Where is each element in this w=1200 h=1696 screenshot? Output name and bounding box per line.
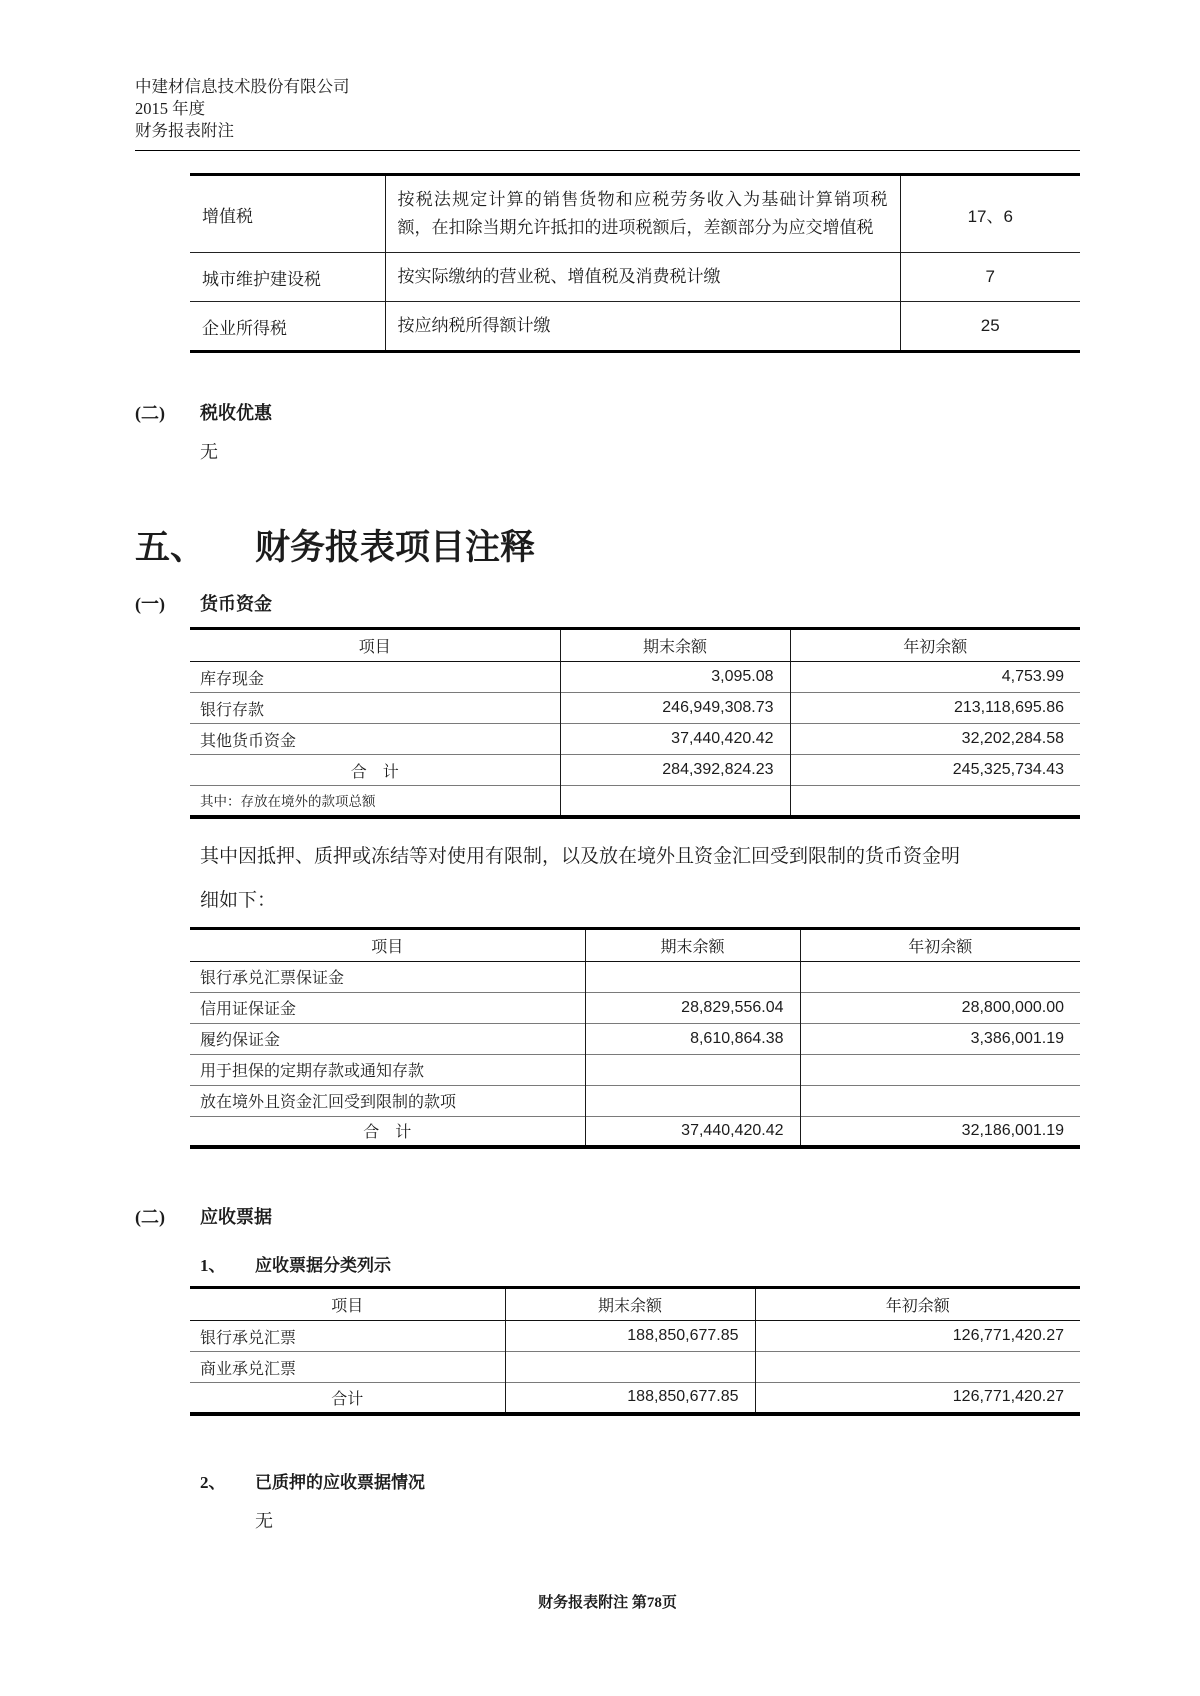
col-header-beginning: 年初余额 <box>755 1288 1080 1321</box>
tax-rate-cell: 25 <box>900 302 1080 352</box>
cell-ending: 3,095.08 <box>560 662 790 693</box>
section-number: (二) <box>135 1207 165 1227</box>
cell-beginning: 213,118,695.86 <box>790 693 1080 724</box>
cell-beginning: 28,800,000.00 <box>800 992 1080 1023</box>
col-header-item: 项目 <box>190 928 585 961</box>
subsection-notes-classification <box>200 1254 1080 1278</box>
table-row <box>190 662 1080 693</box>
chapter-five-heading <box>135 524 1080 572</box>
table-row <box>190 786 1080 817</box>
table-total-row <box>190 1383 1080 1414</box>
col-header-beginning: 年初余额 <box>790 629 1080 662</box>
table-row <box>190 175 1080 253</box>
cell-ending: 37,440,420.42 <box>585 1116 800 1147</box>
page-footer: 财务报表附注 第78页 <box>538 1594 677 1611</box>
paragraph-line: 细如下： <box>200 889 277 911</box>
cell-ending: 188,850,677.85 <box>505 1321 755 1352</box>
company-name: 中建材信息技术股份有限公司 <box>135 77 350 96</box>
tax-name-cell: 城市维护建设税 <box>190 253 385 302</box>
col-header-beginning: 年初余额 <box>800 928 1080 961</box>
cell-ending <box>585 1085 800 1116</box>
cell-beginning: 32,186,001.19 <box>800 1116 1080 1147</box>
section-number: (二) <box>135 403 165 423</box>
cell-beginning <box>790 786 1080 817</box>
cell-beginning <box>800 1054 1080 1085</box>
cell-item: 合 计 <box>190 755 560 786</box>
cell-ending <box>560 786 790 817</box>
cell-ending: 37,440,420.42 <box>560 724 790 755</box>
cell-item: 信用证保证金 <box>190 992 585 1023</box>
subsection-number: 2、 <box>200 1472 226 1492</box>
chapter-title: 财务报表项目注释 <box>255 528 536 567</box>
document-subtitle: 财务报表附注 <box>135 121 234 140</box>
section-title: 税收优惠 <box>200 403 272 423</box>
cell-beginning <box>800 961 1080 992</box>
cell-item: 库存现金 <box>200 670 265 688</box>
col-header-ending: 期末余额 <box>585 928 800 961</box>
table-row <box>190 1352 1080 1383</box>
cell-item: 其中：存放在境外的款项总额 <box>190 786 560 817</box>
cell-beginning <box>800 1085 1080 1116</box>
cell-ending: 8,610,864.38 <box>585 1023 800 1054</box>
cell-item: 合 计 <box>190 1116 585 1147</box>
tax-basis-cell: 按实际缴纳的营业税、增值税及消费税计缴 <box>385 253 900 302</box>
col-header-ending: 期末余额 <box>505 1288 755 1321</box>
subsection-body-none: 无 <box>255 1510 273 1531</box>
table-row <box>190 253 1080 302</box>
table-header-row <box>190 1288 1080 1321</box>
tax-basis-cell: 按税法规定计算的销售货物和应税劳务收入为基础计算销项税额，在扣除当期允许抵扣的进项税额后，差额部分为应交增值税 <box>385 175 900 253</box>
table-total-row <box>190 755 1080 786</box>
cell-ending <box>585 1054 800 1085</box>
cell-item: 银行承兑汇票 <box>200 1329 297 1347</box>
cell-beginning: 245,325,734.43 <box>790 755 1080 786</box>
subsection-title: 应收票据分类列示 <box>255 1256 391 1275</box>
cell-item: 用于担保的定期存款或通知存款 <box>190 1054 585 1085</box>
cell-item: 放在境外且资金汇回受到限制的款项 <box>190 1085 585 1116</box>
section-monetary-funds <box>135 592 1080 617</box>
table-row <box>190 1023 1080 1054</box>
section-tax-preference <box>135 401 1080 426</box>
notes-receivable-table <box>190 1286 1080 1416</box>
cell-beginning <box>755 1352 1080 1383</box>
paragraph-line: 其中因抵押、质押或冻结等对使用有限制，以及放在境外且资金汇回受到限制的货币资金明 <box>200 845 961 867</box>
table-row <box>190 1085 1080 1116</box>
table-row <box>190 724 1080 755</box>
cell-ending <box>505 1352 755 1383</box>
tax-table <box>190 173 1080 353</box>
cell-ending <box>585 961 800 992</box>
section-number: (一) <box>135 594 165 614</box>
cell-beginning: 4,753.99 <box>790 662 1080 693</box>
monetary-funds-table <box>190 627 1080 819</box>
cell-beginning: 126,771,420.27 <box>755 1383 1080 1414</box>
section-title: 应收票据 <box>200 1207 272 1227</box>
tax-rate-cell: 7 <box>900 253 1080 302</box>
table-row <box>190 693 1080 724</box>
tax-rate-cell: 17、6 <box>900 175 1080 253</box>
table-header-row <box>190 928 1080 961</box>
table-total-row <box>190 1116 1080 1147</box>
restriction-paragraph <box>200 835 1080 923</box>
table-row <box>190 992 1080 1023</box>
col-header-ending: 期末余额 <box>560 629 790 662</box>
subsection-pledged-notes <box>200 1471 1080 1495</box>
cell-ending: 284,392,824.23 <box>560 755 790 786</box>
tax-basis-cell: 按应纳税所得额计缴 <box>385 302 900 352</box>
col-header-item: 项目 <box>190 1288 505 1321</box>
document-header <box>135 76 1080 151</box>
subsection-number: 1、 <box>200 1256 226 1275</box>
cell-item: 合计 <box>190 1383 505 1414</box>
cell-beginning: 126,771,420.27 <box>755 1321 1080 1352</box>
section-title: 货币资金 <box>200 594 272 614</box>
subsection-title: 已质押的应收票据情况 <box>255 1472 425 1492</box>
table-row <box>190 1321 1080 1352</box>
restricted-funds-table <box>190 927 1080 1150</box>
cell-item: 商业承兑汇票 <box>190 1352 505 1383</box>
cell-ending: 188,850,677.85 <box>505 1383 755 1414</box>
cell-beginning: 32,202,284.58 <box>790 724 1080 755</box>
section-body-none: 无 <box>200 442 218 462</box>
cell-item: 其他货币资金 <box>190 724 560 755</box>
fiscal-year: 2015 年度 <box>135 99 206 118</box>
tax-name-cell: 增值税 <box>202 206 253 226</box>
tax-name-cell: 企业所得税 <box>190 302 385 352</box>
cell-item: 银行存款 <box>190 693 560 724</box>
section-notes-receivable <box>135 1205 1080 1230</box>
table-row <box>190 302 1080 352</box>
table-header-row <box>190 629 1080 662</box>
table-row <box>190 1054 1080 1085</box>
cell-item: 银行承兑汇票保证金 <box>200 970 345 987</box>
cell-item: 履约保证金 <box>190 1023 585 1054</box>
col-header-item: 项目 <box>190 629 560 662</box>
chapter-number: 五、 <box>135 528 206 567</box>
cell-ending: 246,949,308.73 <box>560 693 790 724</box>
table-row <box>190 961 1080 992</box>
cell-ending: 28,829,556.04 <box>585 992 800 1023</box>
cell-beginning: 3,386,001.19 <box>800 1023 1080 1054</box>
